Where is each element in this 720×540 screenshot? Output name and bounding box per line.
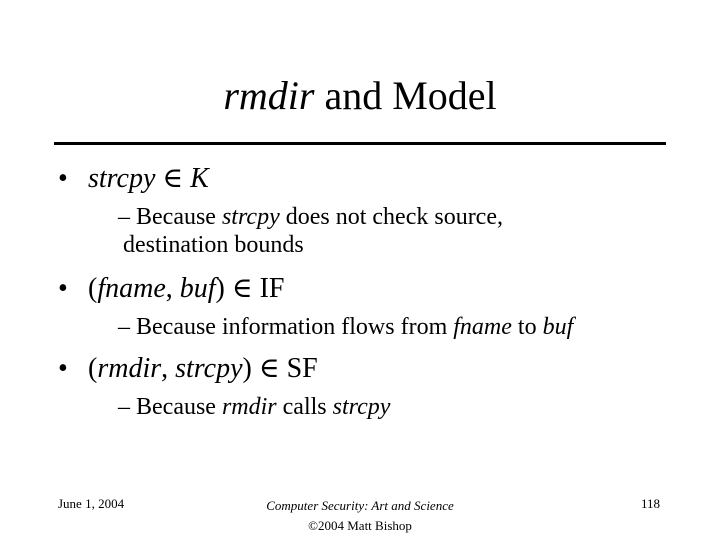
- footer-copyright: ©2004 Matt Bishop: [308, 518, 412, 533]
- bullet-2-text: ) ∈ IF: [215, 273, 285, 304]
- title-italic-part: rmdir: [223, 73, 315, 118]
- sub-text: to: [511, 314, 543, 340]
- footer-page-number: 118: [640, 496, 660, 511]
- bullet-2-text: (: [88, 273, 98, 304]
- bullet-2: [58, 273, 285, 305]
- bullet-1: [58, 163, 209, 195]
- sub-text: Because: [130, 394, 222, 420]
- bullet-dot: •: [58, 273, 68, 304]
- bullet-3-term: strcpy: [175, 353, 243, 384]
- bullet-3-sub: [118, 393, 390, 421]
- sub-dash: –: [118, 394, 130, 420]
- sub-italic-term: strcpy: [221, 204, 280, 230]
- bullet-1-sub-line1: [118, 204, 503, 230]
- bullet-1-term: strcpy: [88, 163, 156, 194]
- bullet-1-op: ∈: [155, 163, 191, 194]
- sub-italic-term: strcpy: [332, 394, 391, 420]
- title-underline-rule: [54, 142, 666, 145]
- bullet-1-set: K: [190, 163, 209, 194]
- sub-italic-term: fname: [453, 314, 512, 340]
- bullet-2-text: ,: [165, 273, 180, 304]
- sub-italic-term: rmdir: [221, 394, 277, 420]
- bullet-3-text: ,: [161, 353, 176, 384]
- bullet-2-sub: [118, 313, 573, 341]
- bullet-2-term: buf: [179, 273, 216, 304]
- footer-credit: [220, 496, 500, 536]
- bullet-dot: •: [58, 353, 68, 384]
- bullet-1-sub-line2: destination bounds: [123, 232, 304, 258]
- bullet-3-text: (: [88, 353, 98, 384]
- bullet-3: [58, 353, 318, 385]
- title-rest-part: and Model: [314, 73, 497, 118]
- sub-dash: –: [118, 314, 130, 340]
- bullet-1-sub: [118, 203, 503, 259]
- sub-text: does not check source,: [279, 204, 503, 230]
- bullet-3-text: ) ∈ SF: [242, 353, 318, 384]
- sub-italic-term: buf: [542, 314, 574, 340]
- sub-text: Because information flows from: [130, 314, 454, 340]
- sub-text: Because: [130, 204, 222, 230]
- footer-date: June 1, 2004: [58, 496, 125, 511]
- bullet-dot: •: [58, 163, 68, 194]
- bullet-2-term: fname: [97, 273, 166, 304]
- sub-dash: –: [118, 204, 130, 230]
- footer-book-title: Computer Security: Art and Science: [266, 498, 454, 513]
- bullet-3-term: rmdir: [97, 353, 162, 384]
- slide-title: [0, 72, 720, 120]
- sub-text: calls: [276, 394, 333, 420]
